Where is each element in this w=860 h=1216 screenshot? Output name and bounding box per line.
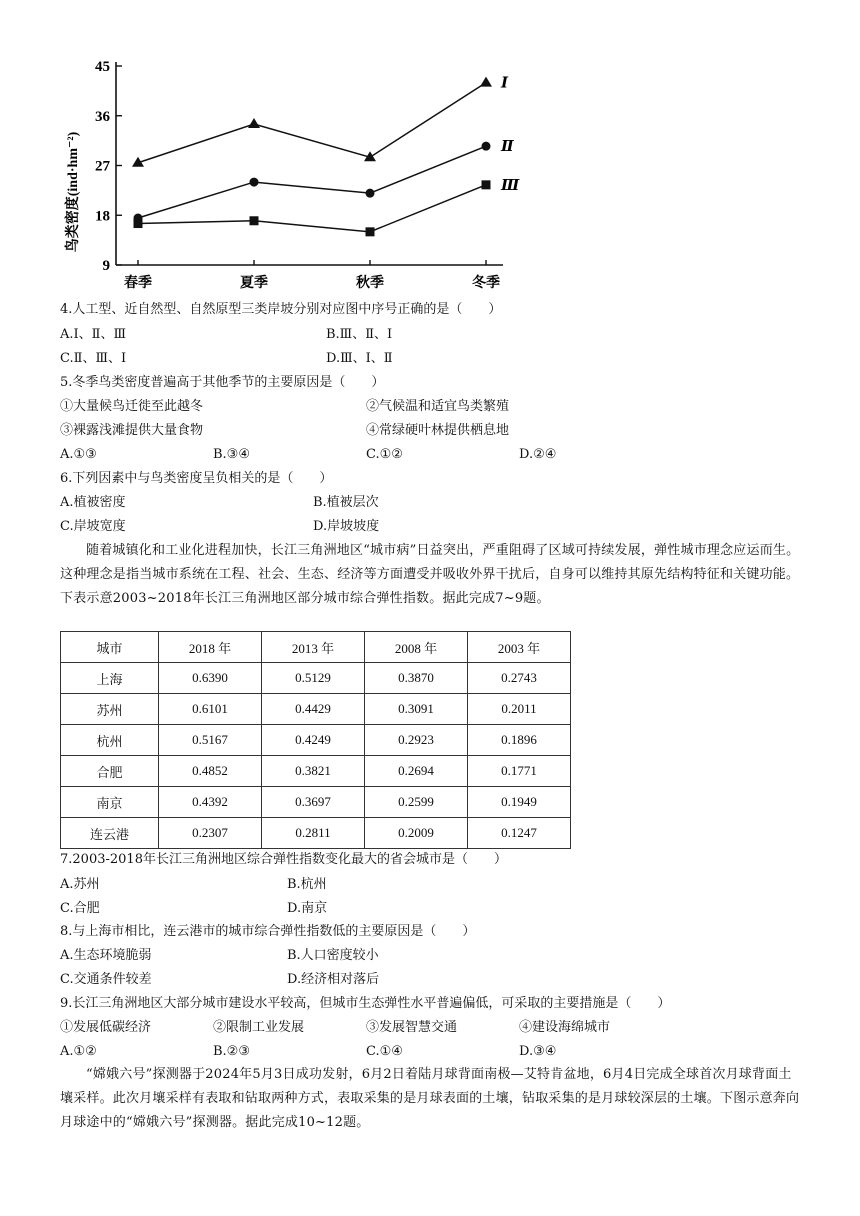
y-tick-label: 18 [95, 208, 110, 225]
series-3-line [138, 185, 486, 232]
series-3 [134, 178, 521, 236]
q4-option-b[interactable]: B.Ⅲ、Ⅱ、Ⅰ [326, 327, 393, 342]
q5-statement-1: ①大量候鸟迁徙至此越冬 [60, 399, 204, 414]
q8-stem: 8.与上海市相比，连云港市的城市综合弹性指数低的主要原因是（ ） [60, 924, 476, 939]
series-3-label: Ⅲ [501, 177, 520, 194]
x-tick-label: 秋季 [356, 276, 384, 291]
table-cell: 苏州 [61, 694, 159, 725]
table-cell: 0.6101 [159, 694, 262, 725]
series-1 [132, 76, 509, 167]
data-point-square [134, 219, 143, 228]
y-tick-label: 27 [95, 158, 110, 175]
q8-option-a[interactable]: A.生态环境脆弱 [60, 948, 152, 963]
q6-option-d[interactable]: D.岸坡坡度 [313, 519, 380, 534]
table-cell: 合肥 [61, 756, 159, 787]
q6-stem: 6.下列因素中与鸟类密度呈负相关的是（ ） [60, 471, 333, 486]
chart-y-ticks [95, 59, 122, 274]
resilience-index-table [60, 631, 571, 849]
q4-stem: 4.人工型、近自然型、自然原型三类岸坡分别对应图中序号正确的是（ ） [60, 302, 502, 317]
q8-option-c[interactable]: C.交通条件较差 [60, 972, 152, 987]
table-cell: 0.6390 [159, 663, 262, 694]
table-cell: 上海 [61, 663, 159, 694]
table-cell: 0.2923 [365, 725, 468, 756]
table-cell: 0.1896 [468, 725, 571, 756]
table-row [61, 663, 571, 694]
q5-option-d[interactable]: D.②④ [519, 447, 557, 462]
data-point-circle [250, 178, 259, 187]
x-tick-label: 夏季 [240, 276, 268, 291]
table-cell: 0.1247 [468, 818, 571, 849]
table-cell: 0.4392 [159, 787, 262, 818]
q6-option-c[interactable]: C.岸坡宽度 [60, 519, 126, 534]
series-2 [134, 139, 516, 222]
table-cell: 0.2811 [262, 818, 365, 849]
table-cell: 0.5167 [159, 725, 262, 756]
q9-statement-3: ③发展智慧交通 [366, 1020, 458, 1035]
q8-option-b[interactable]: B.人口密度较小 [287, 948, 379, 963]
q7-option-d[interactable]: D.南京 [287, 901, 328, 916]
chart-series [132, 76, 520, 237]
table-cell: 0.4249 [262, 725, 365, 756]
table-cell: 0.3091 [365, 694, 468, 725]
q7-option-b[interactable]: B.杭州 [287, 877, 327, 892]
table-cell: 0.2011 [468, 694, 571, 725]
q6-option-a[interactable]: A.植被密度 [60, 495, 126, 510]
table-cell: 0.2694 [365, 756, 468, 787]
q9-statement-4: ④建设海绵城市 [519, 1020, 611, 1035]
q5-option-b[interactable]: B.③④ [213, 447, 250, 462]
q5-statement-3: ③裸露浅滩提供大量食物 [60, 423, 204, 438]
data-point-triangle [480, 77, 492, 87]
q9-option-a[interactable]: A.①② [60, 1044, 97, 1059]
y-tick-label: 36 [95, 108, 110, 125]
q9-option-d[interactable]: D.③④ [519, 1044, 557, 1059]
q5-option-a[interactable]: A.①③ [60, 447, 97, 462]
table-cell: 0.2307 [159, 818, 262, 849]
table-cell: 0.2009 [365, 818, 468, 849]
table-row [61, 725, 571, 756]
data-point-square [366, 227, 375, 236]
table-cell: 0.5129 [262, 663, 365, 694]
table-cell: 0.2599 [365, 787, 468, 818]
table-header-row [61, 632, 571, 663]
q4-option-d[interactable]: D.Ⅲ、Ⅰ、Ⅱ [326, 351, 393, 366]
q9-statement-2: ②限制工业发展 [213, 1020, 305, 1035]
table-cell: 0.1771 [468, 756, 571, 787]
bird-density-line-chart [58, 52, 528, 298]
table-header: 城市 [61, 632, 159, 663]
chart-y-axis-label: 鸟类密度(ind·hm⁻²) [66, 131, 81, 253]
passage-change6: “嫦娥六号”探测器于2024年5月3日成功发射，6月2日着陆月球背面南极—艾特肯盆地，6月4日完成全球首次月球背面土壤采样。此次月壤采样有表取和钻取两种方式，表取采集的是月球表面的土壤，钻取采集的是月球较深层的土壤。下图示意奔向月球途中的“嫦娥六号”探测器。据此完成10~12题。 [60, 1067, 800, 1130]
table-cell: 0.1949 [468, 787, 571, 818]
table-cell: 0.2743 [468, 663, 571, 694]
q9-statement-1: ①发展低碳经济 [60, 1020, 152, 1035]
table-row [61, 818, 571, 849]
x-tick-label: 冬季 [472, 276, 500, 291]
table-row [61, 756, 571, 787]
table-cell: 0.4852 [159, 756, 262, 787]
q7-option-a[interactable]: A.苏州 [60, 877, 100, 892]
y-tick-label: 9 [102, 258, 110, 274]
y-tick-label: 45 [95, 59, 110, 75]
q7-option-c[interactable]: C.合肥 [60, 901, 100, 916]
q8-option-d[interactable]: D.经济相对落后 [287, 972, 380, 987]
series-1-label: Ⅰ [501, 75, 509, 92]
q5-option-c[interactable]: C.①② [366, 447, 403, 462]
table-cell: 连云港 [61, 818, 159, 849]
table-cell: 南京 [61, 787, 159, 818]
q5-statement-2: ②气候温和适宜鸟类繁殖 [366, 399, 510, 414]
x-tick-label: 春季 [124, 276, 152, 291]
q5-stem: 5.冬季鸟类密度普遍高于其他季节的主要原因是（ ） [60, 375, 385, 390]
data-point-square [250, 216, 259, 225]
table-header: 2013 年 [262, 632, 365, 663]
data-point-circle [482, 142, 491, 151]
data-point-circle [366, 189, 375, 198]
table-cell: 0.4429 [262, 694, 365, 725]
q4-option-c[interactable]: C.Ⅱ、Ⅲ、Ⅰ [60, 351, 127, 366]
table-header: 2018 年 [159, 632, 262, 663]
table-cell: 0.3870 [365, 663, 468, 694]
q6-option-b[interactable]: B.植被层次 [313, 495, 379, 510]
table-cell: 0.3697 [262, 787, 365, 818]
table-cell: 杭州 [61, 725, 159, 756]
q9-stem: 9.长江三角洲地区大部分城市建设水平较高，但城市生态弹性水平普遍偏低，可采取的主要措施是（ ） [60, 996, 671, 1011]
q9-option-c[interactable]: C.①④ [366, 1044, 403, 1059]
series-2-line [138, 146, 486, 218]
series-2-label: Ⅱ [501, 139, 514, 156]
series-1-line [138, 83, 486, 163]
table-row [61, 694, 571, 725]
q4-option-a[interactable]: A.Ⅰ、Ⅱ、Ⅲ [60, 327, 127, 342]
passage-resilient-city: 随着城镇化和工业化进程加快，长江三角洲地区“城市病”日益突出，严重阻碍了区域可持续发展，弹性城市理念应运而生。这种理念是指当城市系统在工程、社会、生态、经济等方面遭受并吸收外界干扰后，自身可以维持其原先结构特征和关键功能。下表示意2003~2018年长江三角洲地区部分城市综合弹性指数。据此完成7~9题。 [60, 543, 800, 606]
table-cell: 0.3821 [262, 756, 365, 787]
data-point-square [482, 180, 491, 189]
q7-stem: 7.2003-2018年长江三角洲地区综合弹性指数变化最大的省会城市是（ ） [60, 852, 507, 867]
data-point-triangle [248, 118, 260, 128]
table-header: 2003 年 [468, 632, 571, 663]
q9-option-b[interactable]: B.②③ [213, 1044, 250, 1059]
q5-statement-4: ④常绿硬叶林提供栖息地 [366, 423, 510, 438]
table-header: 2008 年 [365, 632, 468, 663]
table-row [61, 787, 571, 818]
